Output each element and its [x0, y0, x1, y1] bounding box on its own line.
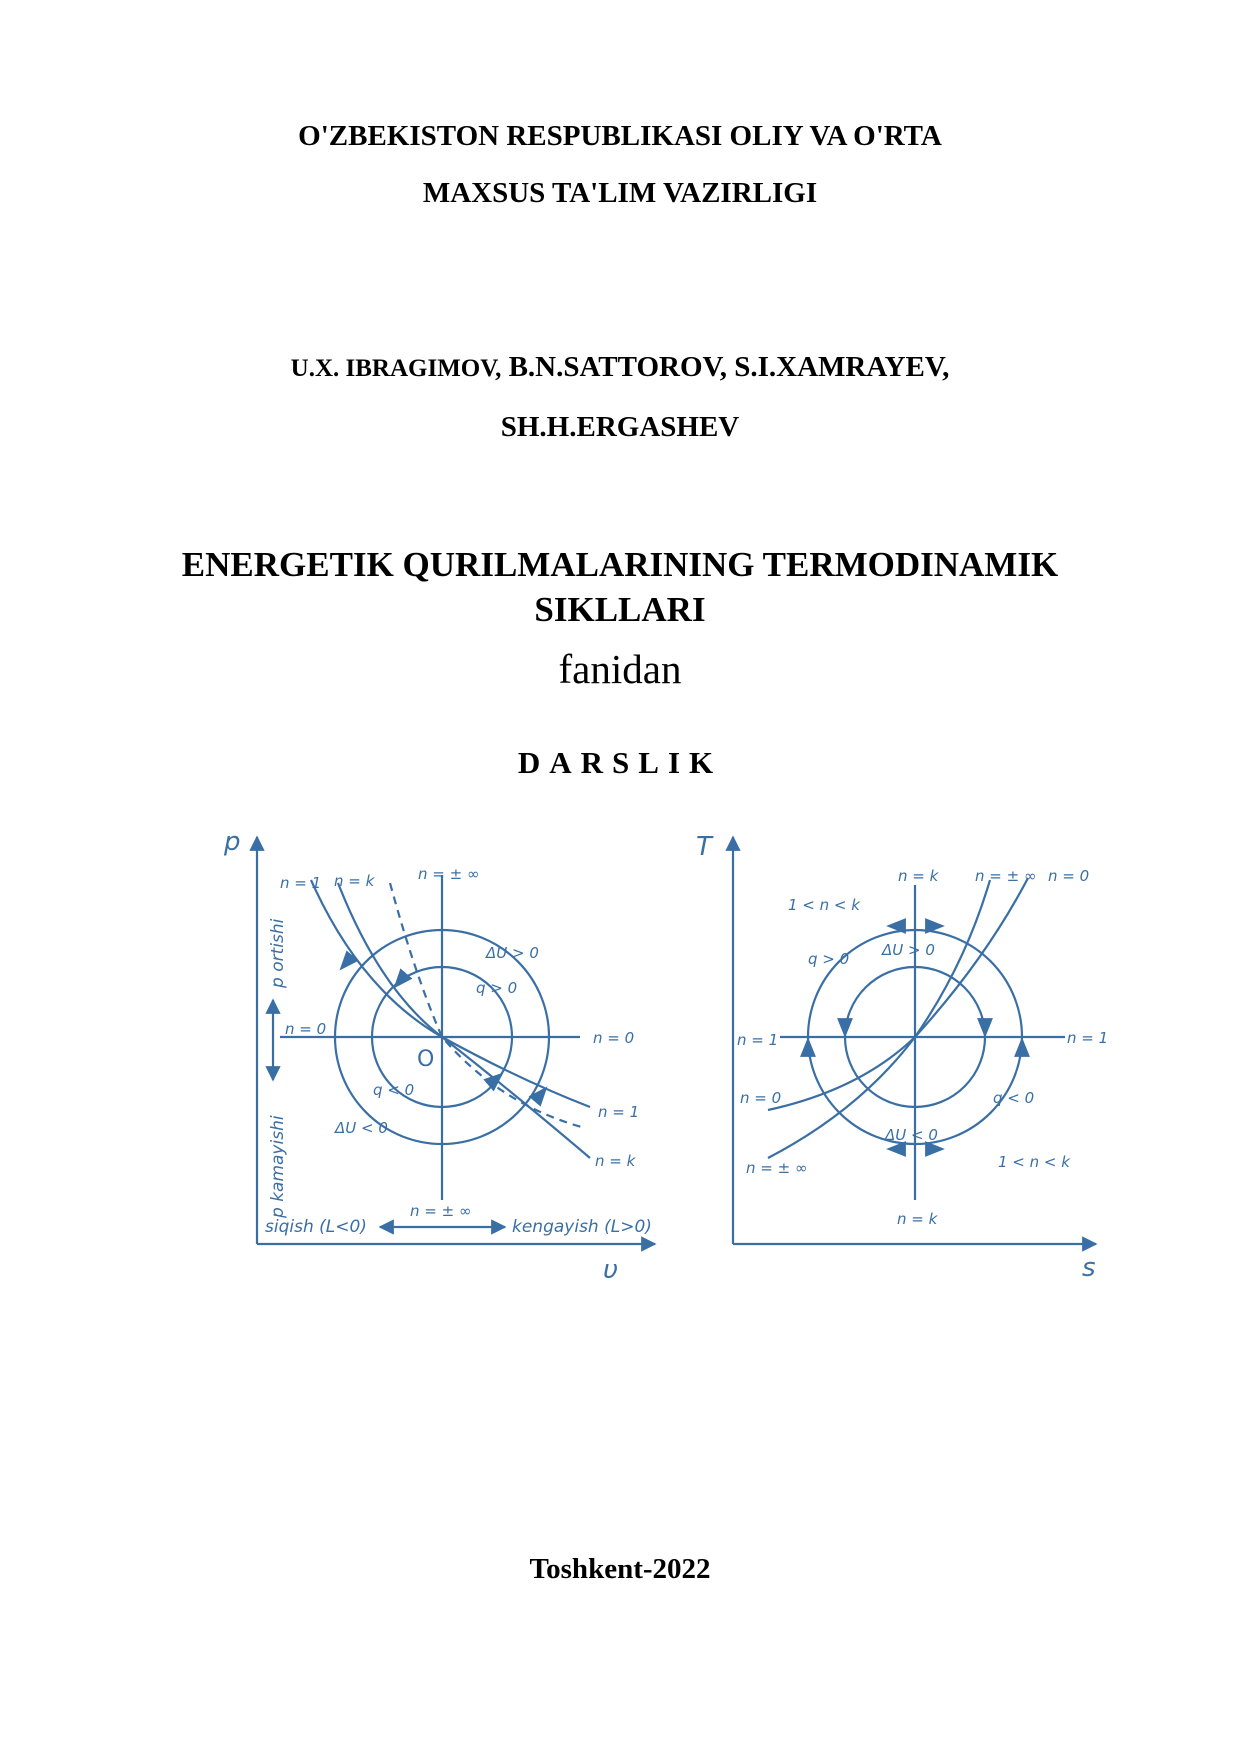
- ts-label-du-positive: ΔU > 0: [882, 941, 935, 959]
- pv-label-n1-right: n = 1: [598, 1103, 640, 1121]
- title-line-1: ENERGETIK QURILMALARINING TERMODINAMIK: [181, 545, 1059, 584]
- title-line-2: SIKLLARI: [534, 590, 706, 629]
- ministry-line-2: MAXSUS TA'LIM VAZIRLIGI: [422, 177, 818, 209]
- pv-label-du-negative: ΔU < 0: [335, 1119, 388, 1137]
- pv-label-pressure-decrease: p kamayishi: [268, 1115, 288, 1218]
- ts-label-ninf-top: n = ± ∞: [975, 867, 1037, 885]
- pv-label-compression: siqish (L<0): [265, 1217, 367, 1237]
- pv-y-axis-label: p: [224, 827, 241, 857]
- pv-label-nk-right: n = k: [595, 1152, 636, 1170]
- ts-label-range-top: 1 < n < k: [788, 896, 860, 914]
- ts-label-du-negative: ΔU < 0: [885, 1126, 938, 1144]
- pv-label-q-positive: q > 0: [476, 979, 518, 997]
- pv-label-q-negative: q < 0: [373, 1081, 415, 1099]
- pv-label-nk-top: n = k: [334, 872, 375, 890]
- pv-origin-label: O: [417, 1047, 435, 1072]
- ts-label-range-bottom: 1 < n < k: [998, 1153, 1070, 1171]
- ts-y-axis-label: T: [696, 832, 712, 862]
- pv-x-axis-label: υ: [603, 1255, 619, 1285]
- pv-label-ninf-top: n = ± ∞: [418, 865, 480, 883]
- pv-isotherm-curve: [311, 880, 590, 1107]
- authors-line-2: SH.H.ERGASHEV: [500, 411, 740, 443]
- ministry-line-1: O'ZBEKISTON RESPUBLIKASI OLIY VA O'RTA: [298, 120, 942, 152]
- pv-label-pressure-increase: p ortishi: [268, 918, 288, 988]
- ts-label-q-negative: q < 0: [993, 1089, 1035, 1107]
- ts-label-ninf-bottom: n = ± ∞: [746, 1159, 808, 1177]
- ts-isochore-curve: [768, 880, 990, 1158]
- ts-label-nk-top: n = k: [898, 867, 939, 885]
- authors-rest: B.N.SATTOROV, S.I.XAMRAYEV,: [508, 351, 950, 383]
- pv-label-n1-top: n = 1: [280, 874, 322, 892]
- author-first: U.X. IBRAGIMOV,: [290, 355, 502, 382]
- pv-arrow-4: [535, 1094, 541, 1101]
- ts-label-q-positive: q > 0: [808, 950, 850, 968]
- pv-label-ninf-bottom: n = ± ∞: [410, 1202, 472, 1220]
- pv-label-n0-right: n = 0: [593, 1029, 635, 1047]
- pv-label-n0-left: n = 0: [285, 1020, 327, 1038]
- ts-x-axis-label: s: [1082, 1253, 1096, 1283]
- ts-label-nk-bottom: n = k: [897, 1210, 938, 1228]
- pv-label-du-positive: ΔU > 0: [486, 944, 539, 962]
- ts-label-n1-right: n = 1: [1067, 1029, 1109, 1047]
- ts-label-n1-left: n = 1: [737, 1031, 779, 1049]
- ts-label-n0-left: n = 0: [740, 1089, 782, 1107]
- pv-arrow-1: [346, 955, 353, 963]
- city-year: Toshkent-2022: [529, 1553, 711, 1585]
- ts-label-n0-top: n = 0: [1048, 867, 1090, 885]
- pv-label-expansion: kengayish (L>0): [512, 1217, 652, 1237]
- document-type: DARSLIK: [517, 745, 723, 780]
- subtitle: fanidan: [558, 646, 682, 692]
